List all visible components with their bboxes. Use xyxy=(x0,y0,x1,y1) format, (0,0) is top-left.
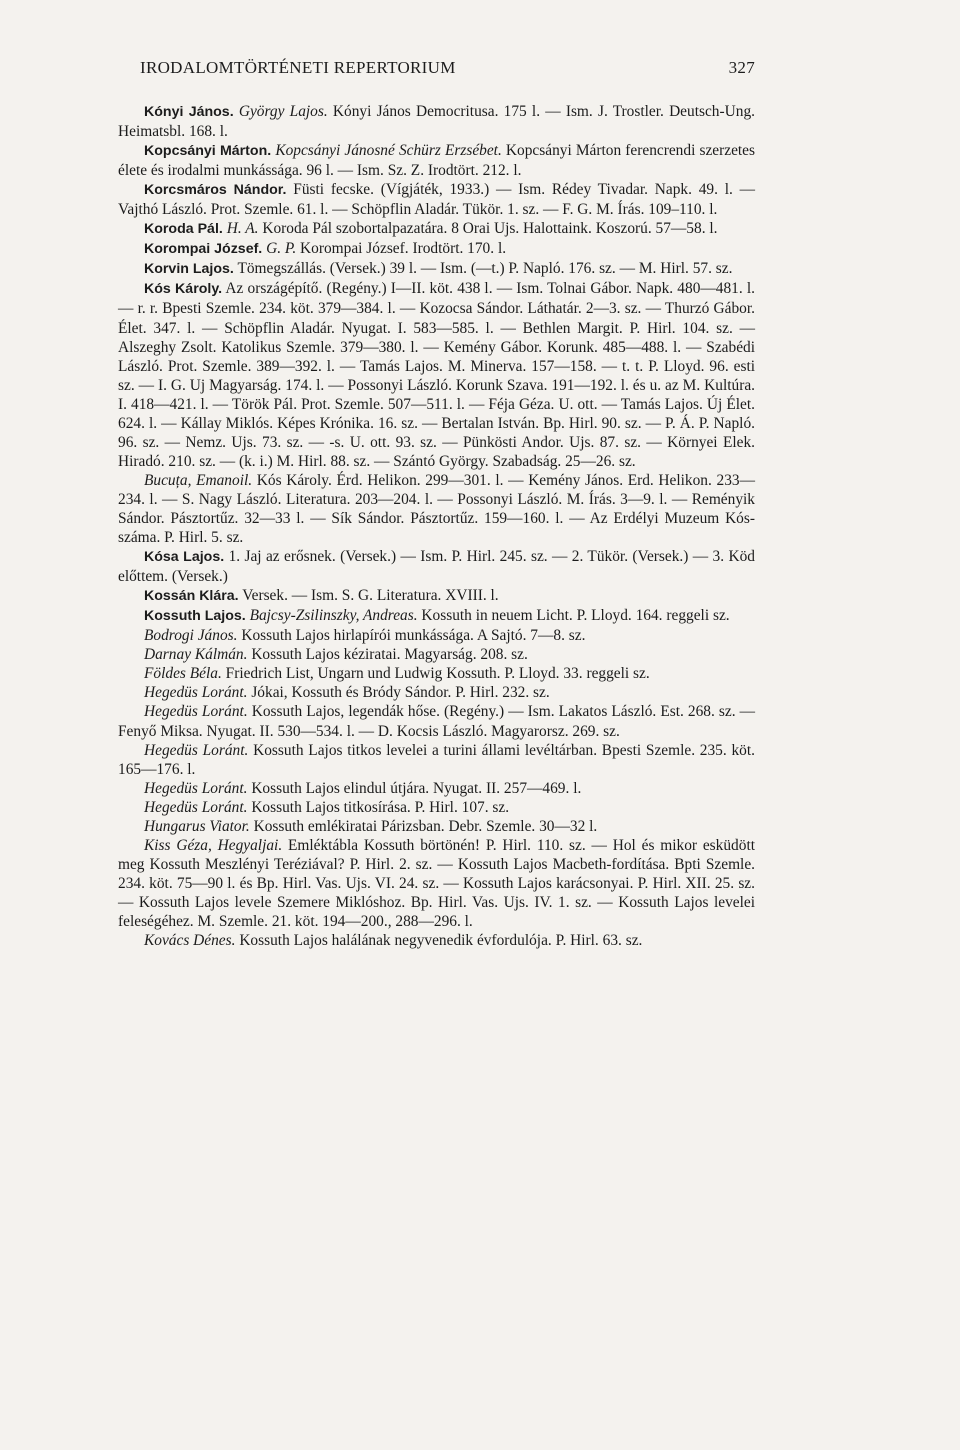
bibliography-entry xyxy=(118,779,755,798)
entry-author: Hegedüs Loránt. xyxy=(144,703,248,721)
entry-heading: Kossán Klára. xyxy=(144,588,239,605)
entry-text: Kónyi János Democritusa. 175 l. — Ism. J. Trostler. Deutsch-Ung. Heimatsbl. 168. l. xyxy=(118,103,755,141)
entry-text: Kossuth Lajos titkosírása. P. Hirl. 107. sz. xyxy=(247,798,510,816)
running-header xyxy=(118,58,755,78)
bibliography-entry xyxy=(118,702,755,740)
bibliography-entry xyxy=(118,279,755,470)
entry-text: Friedrich List, Ungarn und Ludwig Kossuth. P. Lloyd. 33. reggeli sz. xyxy=(221,665,650,683)
entry-author: György Lajos. xyxy=(238,103,328,120)
entry-heading: Korompai József. xyxy=(144,241,263,258)
entry-text: Kossuth in neuem Licht. P. Lloyd. 164. reggeli sz. xyxy=(417,607,730,625)
entry-author: Kiss Géza, Hegyaljai. xyxy=(144,836,283,854)
entry-author: Kovács Dénes. xyxy=(144,932,236,950)
bibliography-entry xyxy=(118,741,755,779)
bibliography-entry xyxy=(118,817,755,836)
entry-text: Kós Károly. Érd. Helikon. 299—301. l. — Kemény János. Erd. Helikon. 233—234. l. — S. Nagy László. Literatura. 203—204. l. — Possonyi László. M. Írás. 3—9. l. — Reményik Sándor. Pásztortűz. 32—33 l. — Sík Sándor. Pásztortűz. 159—160. l. — Az Erdélyi Muzeum Kós-száma. P. Hirl. 5. sz. xyxy=(118,471,755,547)
entry-text: Kossuth Lajos kéziratai. Magyarság. 208. sz. xyxy=(247,646,528,664)
running-title: IRODALOMTÖRTÉNETI REPERTORIUM xyxy=(140,58,456,77)
entry-text: Füsti fecske. (Vígjáték, 1933.) — Ism. Rédey Tivadar. Napk. 49. l. — Vajthó László. Prot. Szemle. 61. l. — Schöpflin Aladár. Tükör. 1. sz. — F. G. M. Írás. 109–110. l. xyxy=(118,181,755,219)
bibliography-entry xyxy=(118,683,755,702)
page-number: 327 xyxy=(728,58,755,77)
bibliography-entry xyxy=(118,471,755,547)
bibliography-entry xyxy=(118,664,755,683)
entry-author: Darnay Kálmán. xyxy=(144,646,248,664)
entry-text: Emléktábla Kossuth börtönén! P. Hirl. 110. sz. — Hol és mikor esküdött meg Kossuth Meszlényi Teréziával? P. Hirl. 2. sz. — Kossuth Lajos Macbeth-fordítása. Bpti Szemle. 234. köt. 75—90 l. és Bp. Hirl. Vas. Ujs. VI. 24. sz. — Kossuth Lajos karácsonyai. P. Hirl. XII. 25. sz. — Kossuth Lajos levele Szemere Miklóshoz. Bp. Hirl. Vas. Ujs. IV. 1. sz. — Kossuth Lajos levelei feleségéhez. M. Szemle. 21. köt. 194—200., 288—296. l. xyxy=(118,836,755,930)
entry-text: Kossuth Lajos hirlapírói munkássága. A Sajtó. 7—8. sz. xyxy=(237,627,586,645)
bibliography-entry xyxy=(118,547,755,586)
entry-text: Jókai, Kossuth és Bródy Sándor. P. Hirl. 232. sz. xyxy=(247,684,550,702)
entry-text: Kossuth Lajos halálának negyvenedik évfordulója. P. Hirl. 63. sz. xyxy=(235,932,643,950)
entry-text: Kopcsányi Márton ferencrendi szerzetes élete és irodalmi munkássága. 96 l. — Ism. Sz. Z. Irodtört. 212. l. xyxy=(118,142,755,180)
entry-author: Hegedüs Loránt. xyxy=(144,798,248,816)
entry-heading: Koroda Pál. xyxy=(144,221,223,238)
entry-author: H. A. xyxy=(226,220,259,238)
entry-text: 1. Jaj az erősnek. (Versek.) — Ism. P. Hirl. 245. sz. — 2. Tükör. (Versek.) — 3. Köd előttem. (Versek.) xyxy=(118,548,755,586)
bibliography-entry xyxy=(118,931,755,950)
entry-heading: Kossuth Lajos. xyxy=(144,608,246,625)
entry-author: Földes Béla. xyxy=(144,665,222,683)
bibliography-entry xyxy=(118,180,755,219)
entry-author: Hegedüs Loránt. xyxy=(144,684,248,702)
entry-text: Kossuth Lajos, legendák hőse. (Regény.) — Ism. Lakatos László. Est. 268. sz. — Fenyő Miksa. Nyugat. II. 530—534. l. — D. Kocsis László. Magyarorsz. 269. sz. xyxy=(118,703,755,740)
entry-text: Korompai József. Irodtört. 170. l. xyxy=(296,240,507,258)
bibliography-entries xyxy=(118,102,755,950)
bibliography-entry xyxy=(118,219,755,239)
entry-text: Kossuth Lajos elindul útjára. Nyugat. II. 257—469. l. xyxy=(247,779,582,797)
entry-text: Koroda Pál szobortalpazatára. 8 Orai Ujs. Halottaink. Koszorú. 57—58. l. xyxy=(258,220,718,238)
entry-heading: Kopcsányi Márton. xyxy=(144,143,272,160)
bibliography-entry xyxy=(118,798,755,817)
entry-text: Versek. — Ism. S. G. Literatura. XVIII. l. xyxy=(242,587,499,605)
bibliography-entry xyxy=(118,606,755,626)
entry-heading: Korvin Lajos. xyxy=(144,261,234,278)
entry-heading: Kós Károly. xyxy=(144,281,223,298)
bibliography-entry xyxy=(118,586,755,606)
entry-heading: Kónyi János. xyxy=(144,104,234,120)
entry-text: Az országépítő. (Regény.) I—II. köt. 438 l. — Ism. Tolnai Gábor. Napk. 480—481. l. — r. r. Bpesti Szemle. 234. köt. 379—384. l. — Kozocsa Sándor. Láthatár. 2—3. sz. — Thurzó Gábor. Élet. 347. l. — Schöpflin Aladár. Nyugat. I. 583—585. l. — Bethlen Margit. P. Hirl. 104. sz. — Alszeghy Zsolt. Katolikus Szemle. 379—380. l. — Kemény Gábor. Korunk. 485—488. l. — Szabédi László. Prot. Szemle. 389—392. l. — Tamás Lajos. M. Minerva. 157—158. — t. t. P. Lloyd. 96. esti sz. — I. G. Uj Magyarság. 174. l. — Possonyi László. Korunk Szava. 191—192. l. és u. az M. Kultúra. I. 418—421. l. — Török Pál. Prot. Szemle. 507—511. l. — Féja Géza. U. ott. — Tamás Lajos. Új Élet. 624. l. — Kállay Miklós. Képes Krónika. 16. sz. — Bertalan István. Bp. Hirl. 90. sz. — P. Á. P. Napló. 96. sz. — Nemz. Ujs. 73. sz. — -s. U. ott. 93. sz. — Pünkösti Andor. Ujs. 87. sz. — Környei Elek. Hiradó. 210. sz. — (k. i.) M. Hirl. 88. sz. — Szántó György. Szabadság. 25—26. sz. xyxy=(118,280,755,470)
entry-author: Hungarus Viator. xyxy=(144,817,250,835)
entry-heading: Korcsmáros Nándor. xyxy=(144,182,287,199)
bibliography-entry xyxy=(118,626,755,645)
entry-author: Hegedüs Loránt. xyxy=(144,741,249,759)
entry-text: Tömegszállás. (Versek.) 39 l. — Ism. (—t.) P. Napló. 176. sz. — M. Hirl. 57. sz. xyxy=(237,260,733,278)
bibliography-entry xyxy=(118,645,755,664)
entry-author: Bodrogi János. xyxy=(144,627,238,645)
bibliography-entry xyxy=(118,836,755,931)
entry-author: Bajcsy-Zsilinszky, Andreas. xyxy=(249,607,418,625)
entry-heading: Kósa Lajos. xyxy=(144,549,225,566)
bibliography-entry xyxy=(118,259,755,279)
entry-text: Kossuth Lajos titkos levelei a turini állami levéltárban. Bpesti Szemle. 235. köt. 165—176. l. xyxy=(118,741,755,778)
bibliography-entry xyxy=(118,102,755,141)
entry-author: Kopcsányi Jánosné Schürz Erzsébet. xyxy=(275,142,502,160)
entry-text: Kossuth emlékiratai Párizsban. Debr. Szemle. 30—32 l. xyxy=(249,817,598,835)
bibliography-entry xyxy=(118,141,755,180)
entry-author: Bucuța, Emanoil. xyxy=(144,471,253,489)
entry-author: Hegedüs Loránt. xyxy=(144,779,248,797)
bibliography-entry xyxy=(118,239,755,259)
entry-author: G. P. xyxy=(266,240,297,258)
